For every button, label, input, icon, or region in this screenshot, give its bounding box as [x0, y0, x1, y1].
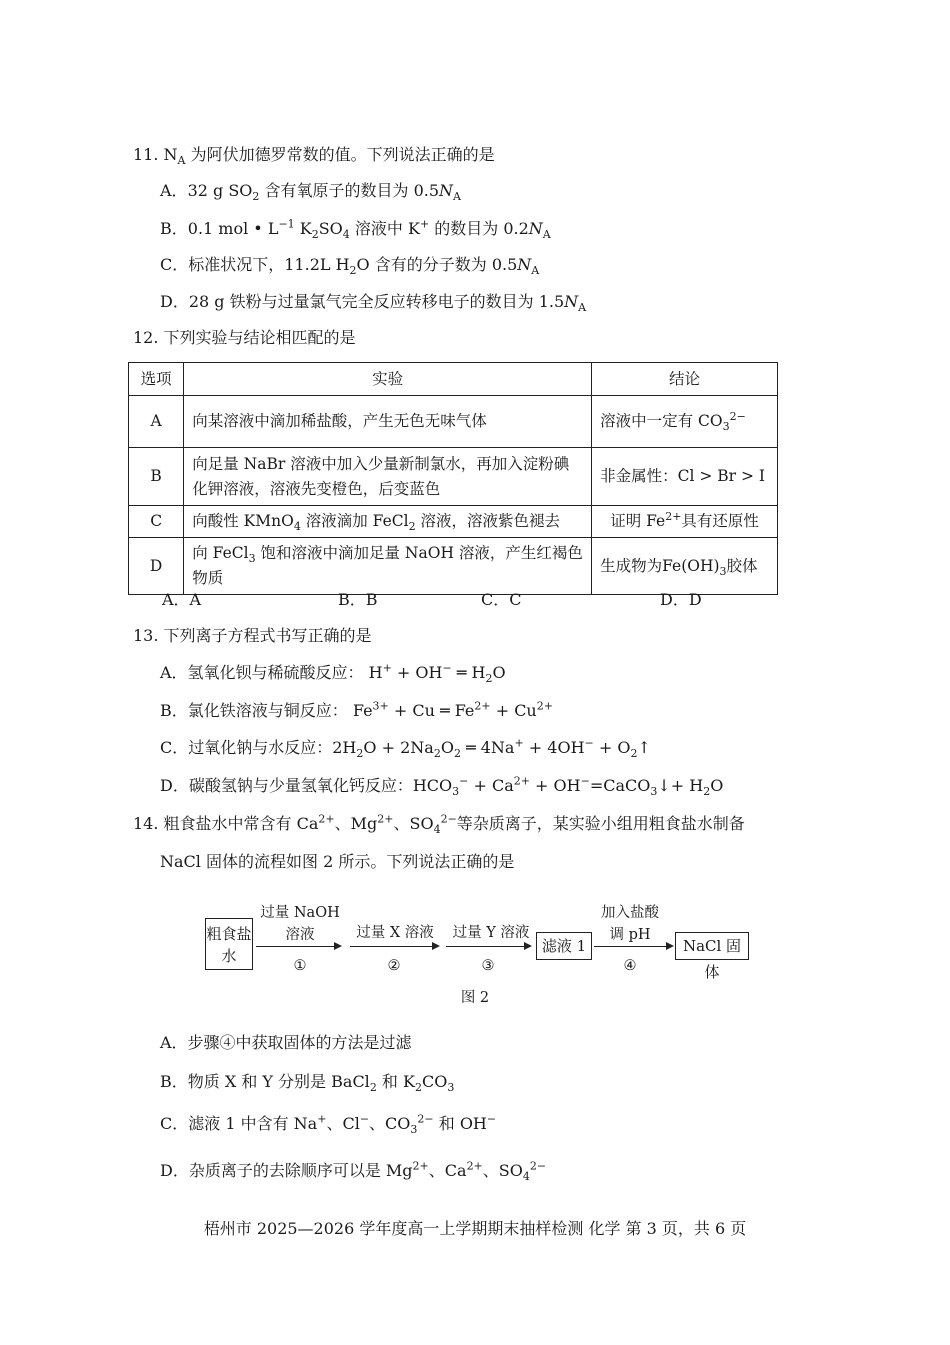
header-conclusion: 结论: [592, 363, 778, 396]
q14-option-a: A．步骤④中获取固体的方法是过滤: [160, 1033, 412, 1052]
table-row: [129, 448, 778, 506]
flow-step1-num: ①: [293, 958, 307, 974]
q11-stem: 11. $N_A$ 为阿伏加德罗常数的值。下列说法正确的是: [133, 145, 495, 168]
row-c-option: C: [129, 506, 184, 538]
q11-option-d: D．28 g 铁粉与过量氯气完全反应转移电子的数目为 $1.5N_A$: [160, 292, 587, 315]
q13-option-a: A．氢氧化钡与稀硫酸反应： H+ + OH− ═ $H_2O$: [160, 661, 506, 686]
row-a-experiment: 向某溶液中滴加稀盐酸，产生无色无味气体: [184, 396, 592, 448]
table-row: [129, 396, 778, 448]
flow-step1-label2: 溶液: [285, 927, 315, 943]
q11-option-b: B．0.1 mol • $L^{-1}$ $K_2SO_4$ 溶液中 K+ 的数目为 $0.2N_A$: [160, 217, 551, 242]
row-a-conclusion: 溶液中一定有 $CO_3^{2-}$: [592, 396, 778, 448]
row-d-option: D: [129, 538, 184, 595]
flow-arrow-4: [594, 946, 672, 947]
row-a-option: A: [129, 396, 184, 448]
flow-filtrate-box: 滤液 1: [536, 932, 592, 960]
q13-option-c: C．过氧化钠与水反应：$2H_2O + 2Na_2O_2$ ═ $4Na^+ + 4OH^- + O_2↑$: [160, 736, 651, 761]
q12-answer-a: A．A: [162, 590, 202, 609]
q14-option-c: C．滤液 1 中含有 Na+、Cl−、$CO_3^{2-}$ 和 OH−: [160, 1112, 497, 1137]
q13-stem: 13. 下列离子方程式书写正确的是: [133, 626, 372, 645]
q11-option-c: C．标准状况下，11.2L $H_2O$ 含有的分子数为 $0.5N_A$: [160, 255, 540, 278]
row-b-experiment: 向足量 NaBr 溶液中加入少量新制氯水，再加入淀粉碘化钾溶液，溶液先变橙色，后变蓝色: [184, 448, 592, 506]
q11-option-a: A．32 g $SO_2$ 含有氧原子的数目为 $0.5N_A$: [160, 181, 461, 204]
figure-caption: 图 2: [460, 990, 490, 1006]
q12-answer-c: C．C: [481, 590, 522, 609]
q13-option-b: B．氯化铁溶液与铜反应： $Fe^{3+} + Cu$ ═ $Fe^{2+} + Cu^{2+}$: [160, 699, 553, 720]
q12-answer-d: D．D: [660, 590, 702, 609]
row-b-conclusion: 非金属性：Cl > Br > I: [592, 448, 778, 506]
experiment-table: [128, 362, 778, 595]
q14-stem-line2: NaCl 固体的流程如图 2 所示。下列说法正确的是: [160, 852, 515, 871]
row-c-experiment: 向酸性 KMnO$_4$ 溶液滴加 FeCl$_2$ 溶液，溶液紫色褪去: [184, 506, 592, 538]
flow-step3-label: 过量 Y 溶液: [452, 925, 530, 941]
flow-step1-label: 过量 NaOH: [260, 905, 340, 921]
row-c-conclusion: 证明 $Fe^{2+}$具有还原性: [592, 506, 778, 538]
header-option: 选项: [129, 363, 184, 396]
table-row: [129, 538, 778, 595]
table-row: [129, 506, 778, 538]
row-d-experiment: 向 FeCl$_3$ 饱和溶液中滴加足量 NaOH 溶液，产生红褐色物质: [184, 538, 592, 595]
flow-start-box: 粗食盐水: [205, 918, 253, 970]
flow-step2-num: ②: [387, 958, 401, 974]
row-d-conclusion: 生成物为$Fe(OH)_3$胶体: [592, 538, 778, 595]
flow-step4-label: 加入盐酸: [601, 905, 659, 921]
flow-arrow-1: [256, 946, 340, 947]
flow-step2-label: 过量 X 溶液: [356, 925, 434, 941]
q12-answer-b: B．B: [338, 590, 378, 609]
flow-step4-num: ④: [623, 958, 637, 974]
flow-end-box: NaCl 固体: [675, 932, 749, 960]
q14-option-d: D．杂质离子的去除顺序可以是 $Mg^{2+}$、$Ca^{2+}$、$SO_4^{2-}$: [160, 1159, 547, 1184]
table-header-row: [129, 363, 778, 396]
q14-option-b: B．物质 X 和 Y 分别是 BaCl$_2$ 和 $K_2CO_3$: [160, 1072, 455, 1095]
flow-step3-num: ③: [481, 958, 495, 974]
page-footer: 梧州市 2025—2026 学年度高一上学期期末抽样检测 化学 第 3 页，共 6 页: [203, 1219, 747, 1238]
q13-option-d: D．碳酸氢钠与少量氢氧化钙反应：$HCO_3^- + Ca^{2+}$ + OH−=CaCO$_3$↓+ $H_2O$: [160, 774, 724, 799]
flow-arrow-2: [350, 946, 438, 947]
q12-stem: 12. 下列实验与结论相匹配的是: [133, 328, 356, 347]
flow-step4-label2: 调 pH: [609, 927, 651, 943]
flow-arrow-3: [446, 946, 530, 947]
row-b-option: B: [129, 448, 184, 506]
q14-stem-line1: 14. 粗食盐水中常含有 $Ca^{2+}$、$Mg^{2+}$、$SO_4^{2-}$等杂质离子，某实验小组用粗食盐水制备: [133, 812, 745, 837]
header-experiment: 实验: [184, 363, 592, 396]
